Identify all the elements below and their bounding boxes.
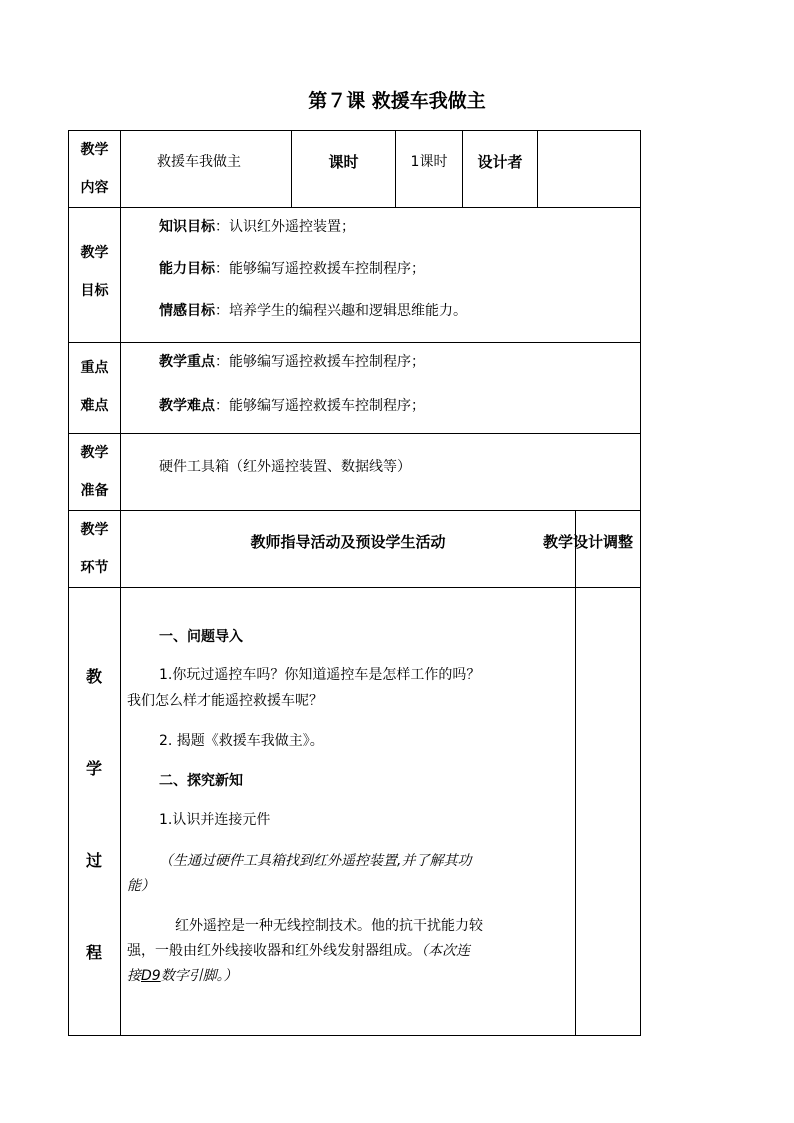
row-header (69, 511, 641, 588)
question-1-line-2: 我们怎么样才能遥控救援车呢？ (127, 693, 323, 709)
row-key-points (69, 343, 641, 434)
designer-label-cell: 设计者 (463, 131, 538, 208)
key-points-cell (121, 343, 641, 434)
row-preparation (69, 434, 641, 511)
label-steps: 教学 环节 (69, 511, 121, 588)
question-1-line-1: 1.你玩过遥控车吗？你知道遥控车是怎样工作的吗？ (159, 667, 481, 683)
key-point: 教学重点：能够编写遥控救援车控制程序； (159, 354, 425, 370)
student-note-line-1: （生通过硬件工具箱找到红外遥控装置,并了解其功 (159, 853, 472, 869)
goal-ability: 能力目标：能够编写遥控救援车控制程序； (159, 261, 425, 277)
paragraph-line-2: 强，一般由红外线接收器和红外线发射器组成。（本次连 (127, 943, 470, 959)
label-content: 教学 内容 (69, 131, 121, 208)
goals-cell (121, 208, 641, 343)
goal-emotion: 情感目标：培养学生的编程兴趣和逻辑思维能力。 (159, 303, 467, 319)
paragraph-line-1: 红外遥控是一种无线控制技术。他的抗干扰能力较 (175, 918, 483, 934)
label-goals: 教学 目标 (69, 208, 121, 343)
label-preparation: 教学 准备 (69, 434, 121, 511)
designer-value-cell (538, 131, 641, 208)
activities-header: 教师指导活动及预设学生活动 (121, 511, 576, 588)
adjustment-cell (576, 588, 641, 1036)
label-key-points: 重点 难点 (69, 343, 121, 434)
student-note-line-2: 能） (127, 878, 155, 894)
difficult-point: 教学难点：能够编写遥控救援车控制程序； (159, 398, 425, 414)
row-goals (69, 208, 641, 343)
paragraph-line-3: 接D9数字引脚。） (127, 968, 238, 984)
preparation-cell (121, 434, 641, 511)
question-2: 2. 揭题《救援车我做主》。 (159, 733, 324, 749)
row-process (69, 588, 641, 1036)
hours-value-cell: 1课时 (396, 131, 463, 208)
row-content (69, 131, 641, 208)
section-intro-title: 一、问题导入 (159, 629, 243, 645)
page-title: 第７课 救援车我做主 (308, 90, 486, 112)
lesson-plan-table (68, 130, 641, 1036)
lesson-topic-cell (121, 131, 292, 208)
label-process: 教 学 过 程 (69, 588, 121, 1036)
goal-knowledge: 知识目标：认识红外遥控装置； (159, 219, 355, 235)
section-explore-title: 二、探究新知 (159, 773, 243, 789)
adjustment-header: 教学设计调整 (576, 511, 641, 588)
hours-label-cell: 课时 (292, 131, 396, 208)
subtopic-1: 1.认识并连接元件 (159, 812, 271, 828)
lesson-topic: 救援车我做主 (157, 154, 241, 170)
preparation-text: 硬件工具箱（红外遥控装置、数据线等） (159, 459, 411, 475)
process-content-cell (121, 588, 576, 1036)
